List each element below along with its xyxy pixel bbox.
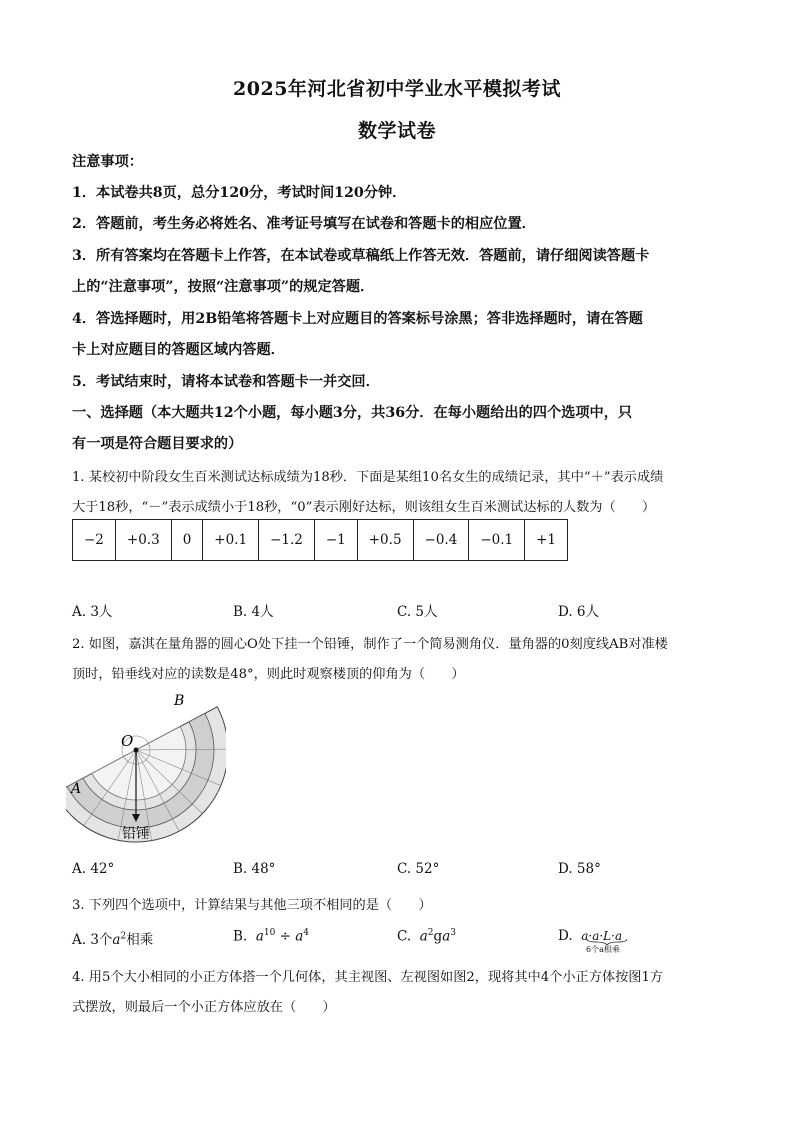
q3-option-a: A. 3个$a^2$相乘 [72, 931, 154, 948]
notice-item: 1．本试卷共8页，总分120分，考试时间120分钟． [72, 185, 407, 201]
notice-item: 卡上对应题目的答题区域内答题． [72, 342, 285, 358]
score-table [72, 519, 568, 561]
center-point [134, 748, 139, 753]
q3-option-b: B. $a^{10} \div a^4$ [233, 928, 310, 945]
label-a: A [71, 781, 82, 797]
exam-subtitle: 数学试卷 [357, 120, 436, 142]
notice-item: 4．答选择题时，用2B铅笔将答题卡上对应题目的答案标号涂黑；答非选择题时，请在答题 [72, 311, 643, 327]
table-cell: −0.4 [413, 520, 469, 561]
q2-option-a: A. 42° [72, 861, 115, 877]
notice-item: 5．考试结束时，请将本试卷和答题卡一并交回． [72, 374, 380, 390]
question-1-text: 1. 某校初中阶段女生百米测试达标成绩为18秒．下面是某组10名女生的成绩记录，其中“＋”表示成绩 [72, 470, 664, 485]
table-cell: +0.1 [203, 520, 259, 561]
plumb-caption: 铅锤 [122, 826, 150, 842]
q3-brace-icon [586, 938, 628, 946]
table-cell: 0 [171, 520, 203, 561]
table-cell: −0.1 [469, 520, 525, 561]
q2-option-c: C. 52° [397, 861, 440, 877]
q1-option-a: A. 3人 [72, 604, 113, 620]
q1-option-d: D. 6人 [558, 604, 600, 620]
question-1-text-cont: 大于18秒，“－”表示成绩小于18秒，“0”表示刚好达标，则该组女生百米测试达标的人数为（ ） [72, 500, 656, 515]
question-4-text: 4. 用5个大小相同的小正方体搭一个几何体，其主视图、左视图如图2，现将其中4个小正方体按图1方 [72, 970, 664, 985]
table-cell: +1 [525, 520, 568, 561]
notice-item: 3．所有答案均在答题卡上作答，在本试卷或草稿纸上作答无效．答题前，请仔细阅读答题卡 [72, 248, 650, 264]
table-cell: −1 [314, 520, 357, 561]
question-2-text-cont: 顶时，铅垂线对应的读数是48°，则此时观察楼顶的仰角为（ ） [72, 667, 465, 682]
table-cell: −1.2 [259, 520, 315, 561]
question-4-text-cont: 式摆放，则最后一个小正方体应放在（ ） [72, 1000, 336, 1015]
label-b: B [174, 693, 185, 709]
exam-title: 2025年河北省初中学业水平模拟考试 [233, 78, 561, 100]
q1-option-b: B. 4人 [233, 604, 274, 620]
q2-option-b: B. 48° [233, 861, 276, 877]
table-row [73, 520, 568, 561]
table-cell: +0.5 [357, 520, 413, 561]
notice-item: 2．答题前，考生务必将姓名、准考证号填写在试卷和答题卡的相应位置． [72, 216, 536, 232]
q3-option-d-note: 6个a相乘 [586, 945, 620, 954]
notice-heading: 注意事项： [72, 154, 143, 170]
notice-item: 上的“注意事项”，按照“注意事项”的规定答题． [72, 279, 375, 295]
table-cell: +0.3 [115, 520, 171, 561]
question-2-text: 2. 如图，嘉淇在量角器的圆心O处下挂一个铅锤，制作了一个简易测角仪．量角器的0刻度线AB对准楼 [72, 637, 668, 652]
table-cell: −2 [73, 520, 116, 561]
section-heading: 一、选择题（本大题共12个小题，每小题3分，共36分．在每小题给出的四个选项中，只 [72, 405, 633, 421]
q1-option-c: C. 5人 [397, 604, 438, 620]
q2-option-d: D. 58° [558, 861, 601, 877]
protractor-figure [66, 688, 226, 848]
section-heading-cont: 有一项是符合题目要求的） [72, 436, 243, 452]
q3-option-d: D. a·a·L·a [558, 928, 623, 944]
label-o: O [121, 732, 134, 750]
question-3-text: 3. 下列四个选项中，计算结果与其他三项不相同的是（ ） [72, 898, 432, 913]
q3-option-c: C. $a^2ga^3$ [397, 928, 456, 945]
